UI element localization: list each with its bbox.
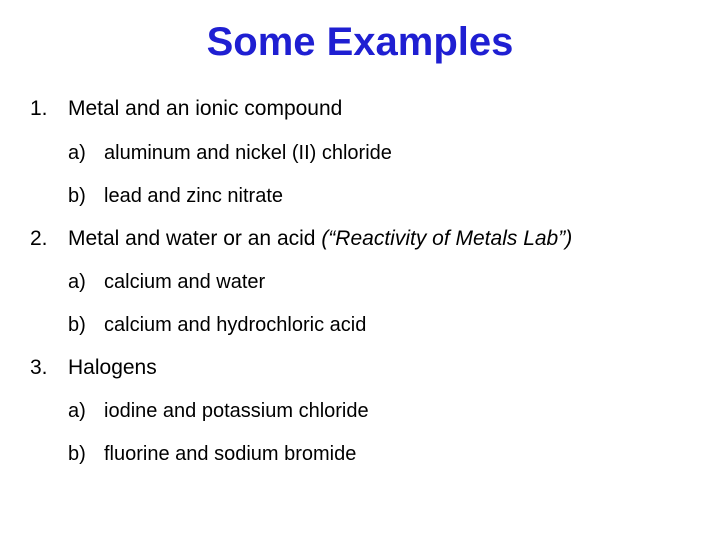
sub-item-text: iodine and potassium chloride [104, 400, 369, 422]
list-item-marker: 3. [30, 356, 48, 379]
sub-item-text: calcium and water [104, 271, 266, 293]
list-item-text: Metal and an ionic compound [68, 97, 343, 120]
list-item-text [68, 226, 572, 252]
slide-title: Some Examples [206, 20, 514, 64]
sub-item-marker: b) [68, 443, 86, 465]
sub-item-marker: b) [68, 185, 86, 207]
sub-item-marker: b) [68, 314, 86, 336]
sub-item-text: fluorine and sodium bromide [104, 443, 357, 465]
sub-item-text: calcium and hydrochloric acid [104, 314, 367, 336]
list-item-text-plain: Metal and water or an acid [68, 227, 322, 250]
list-item-marker: 2. [30, 227, 48, 250]
sub-item-text: lead and zinc nitrate [104, 185, 284, 207]
sub-item-marker: a) [68, 142, 86, 164]
sub-item-marker: a) [68, 400, 86, 422]
list-item-text-italic: (“Reactivity of Metals Lab”) [321, 227, 573, 250]
list-item-marker: 1. [30, 97, 48, 120]
sub-item-text: aluminum and nickel (II) chloride [104, 142, 392, 164]
sub-item-marker: a) [68, 271, 86, 293]
list-item-text: Halogens [68, 356, 157, 379]
